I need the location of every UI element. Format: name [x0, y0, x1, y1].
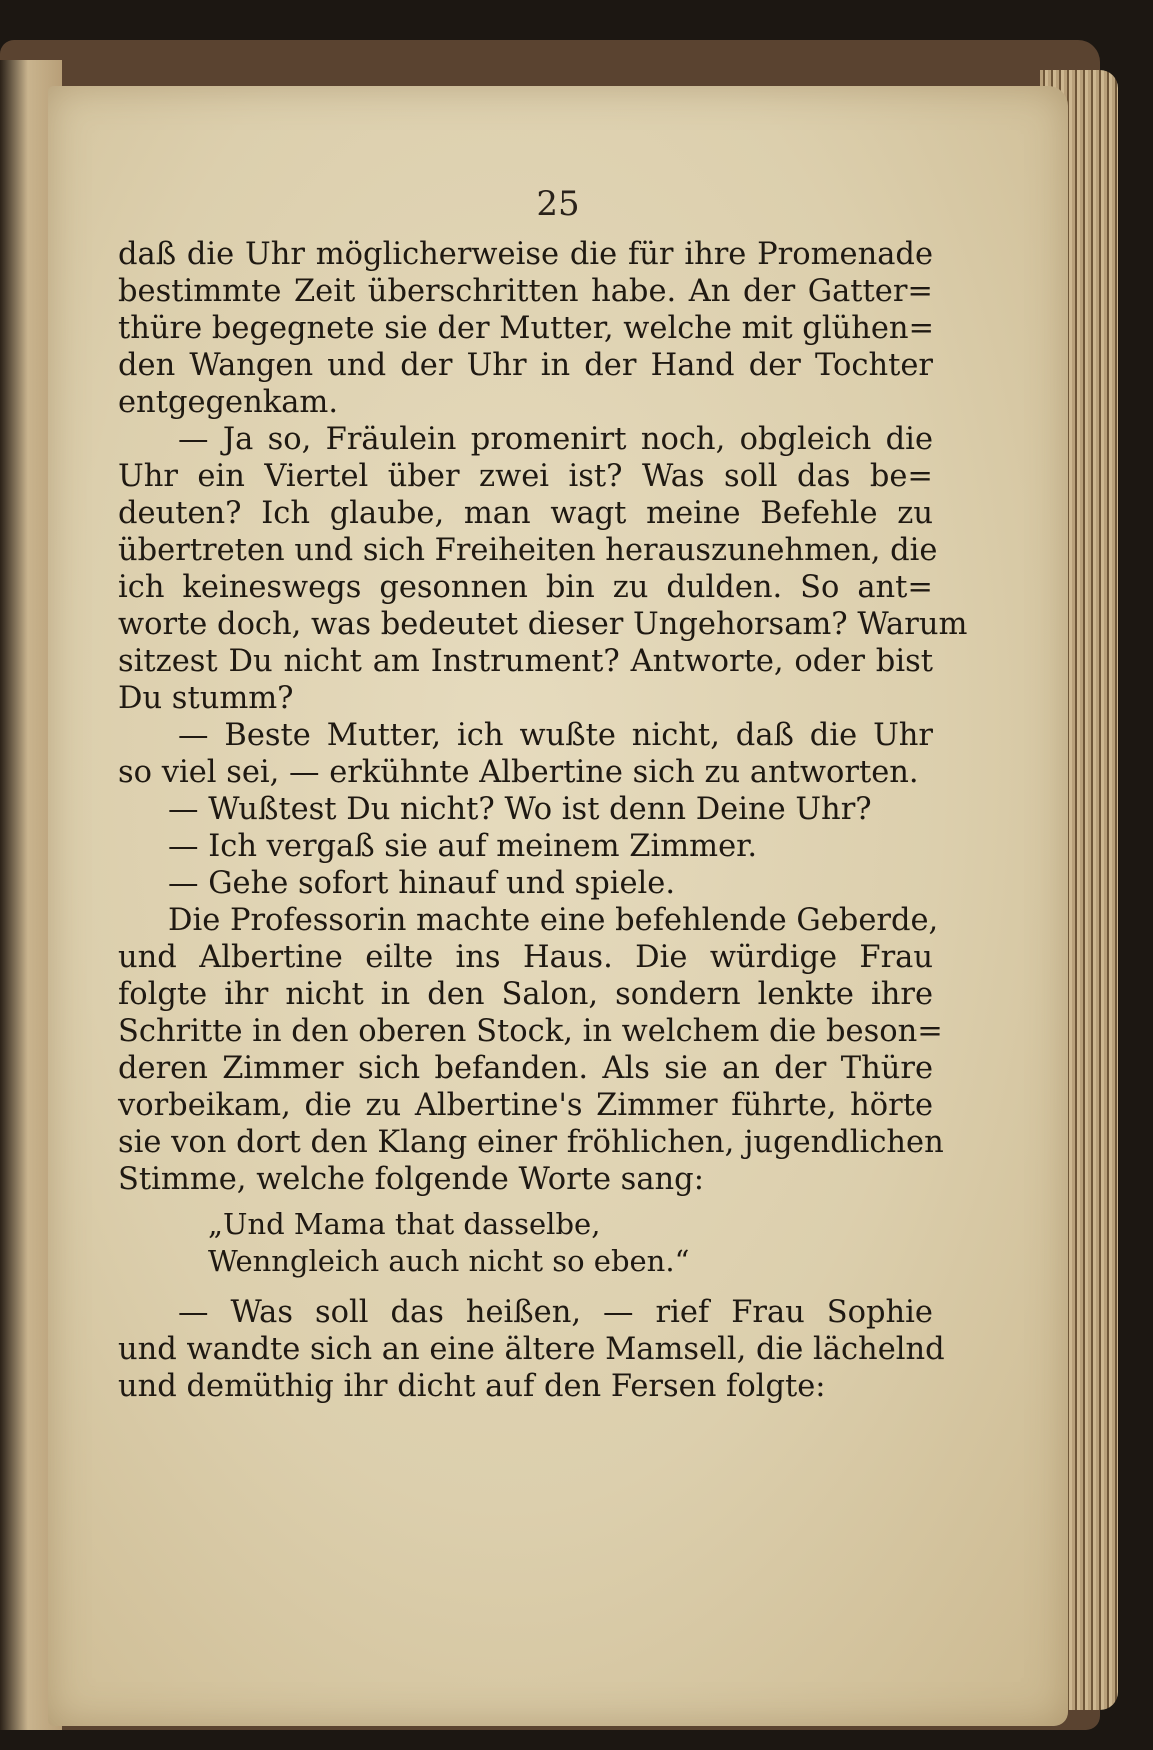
text-line: Schritte in den oberen Stock, in welchem die beson=: [118, 1014, 943, 1049]
text-line: und wandte sich an eine ältere Mamsell, die lächelnd: [118, 1332, 945, 1367]
poem-line: „Und Mama that dasselbe,: [208, 1207, 601, 1241]
text-line: ich keineswegs gesonnen bin zu dulden. So ant=: [118, 570, 933, 605]
text-line: sie von dort den Klang einer fröhlichen, jugendlichen: [118, 1125, 944, 1160]
text-line: deren Zimmer sich befanden. Als sie an der Thüre: [118, 1051, 933, 1086]
text-line: — Wußtest Du nicht? Wo ist denn Deine Uhr?: [168, 792, 872, 827]
text-line: — Was soll das heißen, — rief Frau Sophie: [178, 1295, 933, 1330]
text-line: und demüthig ihr dicht auf den Fersen folgte:: [118, 1369, 826, 1404]
paragraph: [118, 1294, 945, 1405]
text-line: so viel sei, — erkühnte Albertine sich zu antworten.: [118, 755, 919, 790]
paragraph: [118, 902, 944, 1198]
text-line: Stimme, welche folgende Worte sang:: [118, 1162, 704, 1197]
text-line: Du stumm?: [118, 681, 294, 716]
text-line: vorbeikam, die zu Albertine's Zimmer führte, hörte: [118, 1088, 933, 1123]
book-page: [48, 86, 1068, 1726]
text-line: den Wangen und der Uhr in der Hand der Tochter: [118, 348, 933, 383]
text-line: übertreten und sich Freiheiten herauszunehmen, die: [118, 533, 938, 568]
text-line: Die Professorin machte eine befehlende Geberde,: [168, 903, 939, 938]
text-line: sitzest Du nicht am Instrument? Antworte, oder bist: [118, 644, 933, 679]
poem-quote: [118, 1206, 933, 1280]
paragraph: [118, 421, 968, 717]
text-line: — Ich vergaß sie auf meinem Zimmer.: [168, 829, 758, 864]
page-number: 25: [536, 184, 580, 224]
text-line: — Beste Mutter, ich wußte nicht, daß die Uhr: [178, 718, 933, 753]
text-line: entgegenkam.: [118, 385, 339, 420]
text-line: deuten? Ich glaube, man wagt meine Befehle zu: [118, 496, 933, 531]
text-line: thüre begegnete sie der Mutter, welche mit glühen=: [118, 311, 935, 346]
paragraph: [118, 791, 933, 828]
text-line: und Albertine eilte ins Haus. Die würdige Frau: [118, 940, 933, 975]
body-text: [118, 236, 968, 1405]
text-line: — Ja so, Fräulein promenirt noch, obgleich die: [178, 422, 933, 457]
paragraph: [118, 828, 933, 865]
text-line: daß die Uhr möglicherweise die für ihre Promenade: [118, 237, 933, 272]
paragraph: [118, 865, 933, 902]
text-line: bestimmte Zeit überschritten habe. An der Gatter=: [118, 274, 933, 309]
text-line: — Gehe sofort hinauf und spiele.: [168, 866, 676, 901]
text-line: folgte ihr nicht in den Salon, sondern lenkte ihre: [118, 977, 933, 1012]
text-line: Uhr ein Viertel über zwei ist? Was soll das be=: [118, 459, 933, 494]
poem-line: Wenngleich auch nicht so eben.“: [208, 1244, 690, 1278]
text-line: worte doch, was bedeutet dieser Ungehorsam? Warum: [118, 607, 968, 642]
paragraph: [118, 236, 933, 421]
paragraph: [118, 717, 933, 791]
